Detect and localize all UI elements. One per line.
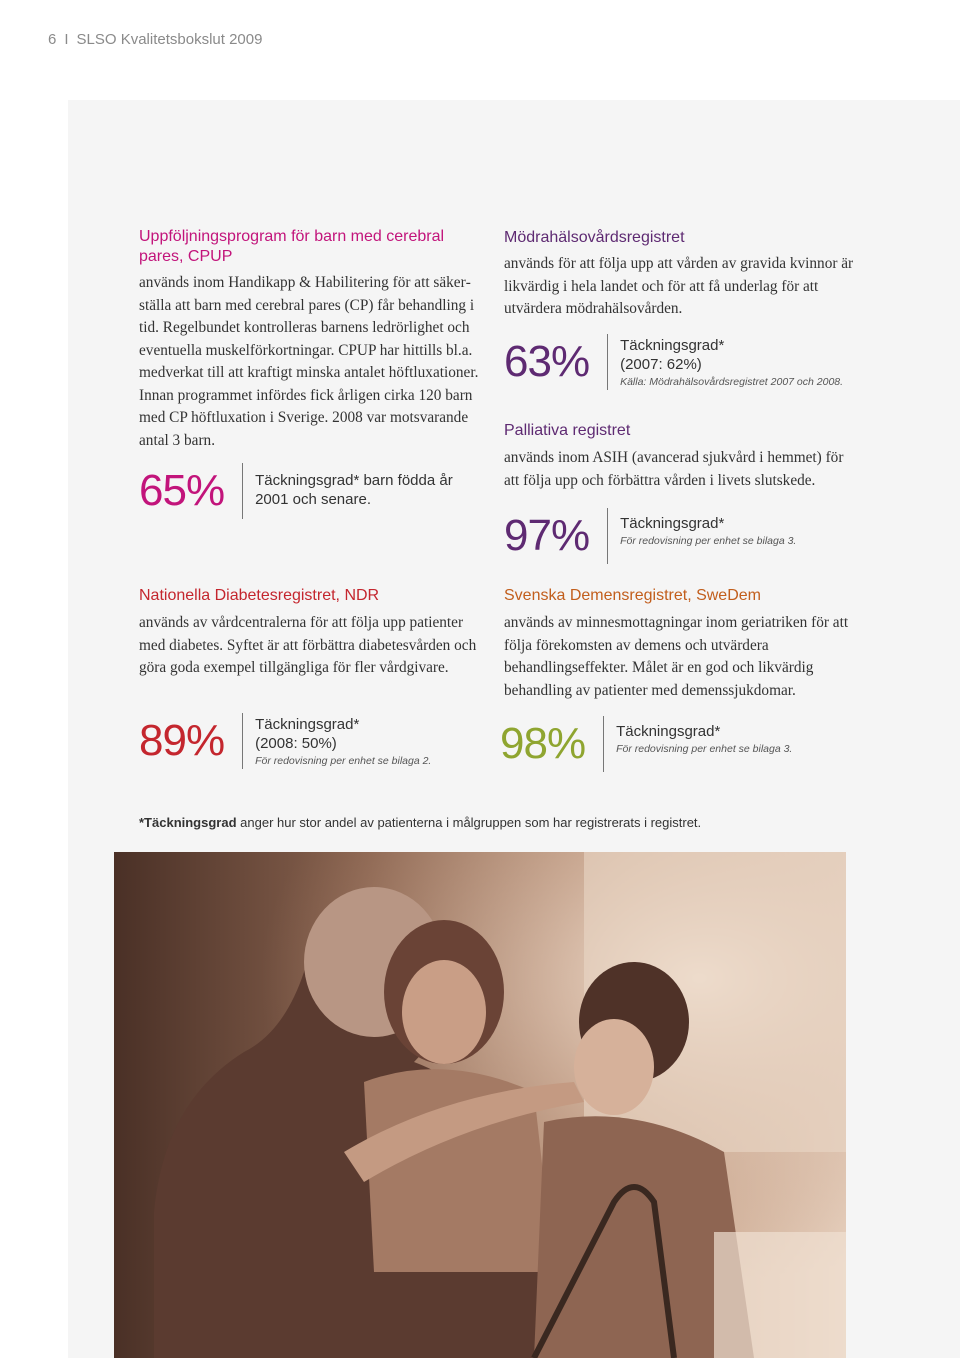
page-number: 6 bbox=[48, 31, 57, 48]
stat-text bbox=[620, 334, 850, 389]
section-title: Svenska Demensregistret, SweDem bbox=[504, 587, 761, 604]
stat-ndr bbox=[139, 713, 475, 769]
section-swedem bbox=[504, 586, 854, 702]
stat-label: Täckningsgrad* bbox=[255, 716, 360, 733]
section-body: används inom Handikapp & Habilitering för att säkerställa att barn med cerebral pares (CP) får behandling i tid. Regelbundet kontrolleras barnens ledrörlighet och eventuella muskelförkortningar. CPUP har hittills bl.a. medverkat till att kraftigt minska antalet höftluxationer. Innan programmet infördes fick årligen cirka 120 barn med CP höftluxation i Sverige. 2008 var motsvarande antal 3 barn. bbox=[139, 274, 479, 449]
section-body: används för att följa upp att vården av gravida kvinnor är likvärdig i hela landet och för att få underlag för att utvärdera mödrahälsovården. bbox=[504, 255, 854, 317]
stat-note: Källa: Mödrahälsovårdsregistret 2007 och 2008. bbox=[620, 376, 844, 388]
stat-label: Täckningsgrad* barn födda år 2001 och senare. bbox=[255, 472, 453, 508]
stat-label: Täckningsgrad* bbox=[620, 515, 725, 532]
stat-value: 98% bbox=[500, 719, 586, 768]
section-title: Palliativa registret bbox=[504, 422, 631, 439]
stat-value: 63% bbox=[504, 337, 590, 386]
stat-value: 65% bbox=[139, 466, 225, 515]
stat-text bbox=[255, 463, 475, 509]
stat-value: 89% bbox=[139, 716, 225, 765]
stat-note: För redovisning per enhet se bilaga 2. bbox=[255, 755, 432, 767]
stat-label: Täckningsgrad* bbox=[616, 723, 721, 740]
stat-value: 97% bbox=[504, 511, 590, 560]
stat-palliativ bbox=[504, 508, 850, 564]
section-cpup bbox=[139, 227, 489, 452]
stat-swedem bbox=[500, 716, 846, 772]
stat-text bbox=[255, 713, 475, 768]
caregiver-face bbox=[402, 960, 486, 1064]
section-body: används inom ASIH (avancerad sjukvård i hemmet) för att följa upp och förbättra vården i livets slutskede. bbox=[504, 449, 844, 489]
photo-caregivers bbox=[114, 852, 846, 1358]
page-header bbox=[48, 31, 262, 48]
stat-text bbox=[620, 508, 850, 548]
stat-sub: (2008: 50%) bbox=[255, 735, 337, 752]
stat-note: För redovisning per enhet se bilaga 3. bbox=[616, 743, 793, 755]
publication-title: SLSO Kvalitetsbokslut 2009 bbox=[76, 31, 263, 48]
footnote-text: anger hur stor andel av patienterna i målgruppen som har registrerats i registret. bbox=[236, 815, 702, 830]
stat-divider bbox=[607, 334, 608, 390]
stat-text bbox=[616, 716, 846, 756]
stat-divider bbox=[242, 713, 243, 769]
stat-divider bbox=[603, 716, 604, 772]
stat-note: För redovisning per enhet se bilaga 3. bbox=[620, 535, 797, 547]
stat-mhv bbox=[504, 334, 850, 390]
footnote bbox=[139, 815, 701, 830]
stat-sub: (2007: 62%) bbox=[620, 356, 702, 373]
section-title: Mödrahälsovårdsregistret bbox=[504, 229, 685, 246]
section-ndr bbox=[139, 586, 489, 680]
young-woman-face bbox=[574, 1019, 654, 1115]
bedsheet bbox=[714, 1232, 846, 1358]
header-separator: I bbox=[64, 31, 69, 48]
section-mhv bbox=[504, 228, 854, 321]
section-body: används av minnesmottagningar inom geriatriken för att följa förekomsten av demens och utvärdera behandlingseffekter. Målet är en god och likvärdig behandling av patienter med demenssjukdomar. bbox=[504, 614, 849, 699]
stat-label: Täckningsgrad* bbox=[620, 337, 725, 354]
stat-divider bbox=[607, 508, 608, 564]
section-title: Uppföljningsprogram för barn med cerebral pares, CPUP bbox=[139, 228, 445, 265]
photo-illustration bbox=[114, 852, 846, 1358]
section-title: Nationella Diabetesregistret, NDR bbox=[139, 587, 380, 604]
section-palliativ bbox=[504, 421, 854, 492]
stat-cpup bbox=[139, 463, 475, 519]
stat-divider bbox=[242, 463, 243, 519]
section-body: används av vårdcentralerna för att följa upp patienter med diabetes. Syftet är att förbättra diabetesvården och göra goda exempel tillgängliga för fler vårdgivare. bbox=[139, 614, 477, 676]
footnote-term: *Täckningsgrad bbox=[139, 815, 237, 830]
